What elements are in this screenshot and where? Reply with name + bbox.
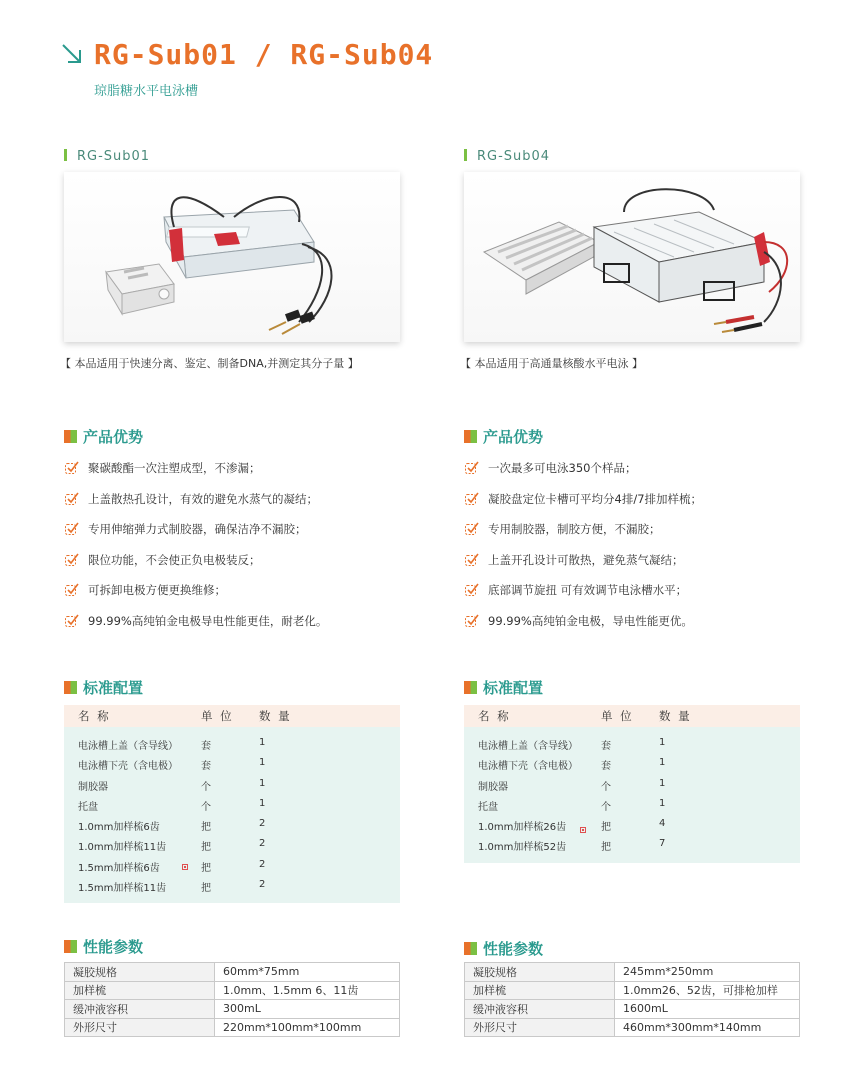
product-caption: 【 本品适用于快速分离、鉴定、制备DNA,并测定其分子量 】: [60, 357, 359, 370]
table-row: 凝胶规格 245mm*250mm: [465, 963, 800, 982]
table-header: 名 称 单 位 数 量: [464, 705, 800, 727]
checkbox-check-icon: [464, 521, 480, 537]
table-row: 缓冲液容积 1600mL: [465, 1000, 800, 1019]
table-row: 电泳槽下壳（含电极） 套 1: [78, 757, 266, 773]
section-heading-advantages: [64, 426, 143, 447]
advantages-list: [64, 458, 327, 641]
table-row: 外形尺寸 220mm*100mm*100mm: [65, 1018, 400, 1037]
section-heading-config: [64, 677, 143, 698]
spec-table: [64, 962, 400, 1037]
product-photo-sub04: [464, 172, 800, 342]
checkbox-check-icon: [64, 491, 80, 507]
table-row: 加样梳 1.0mm26、52齿，可排枪加样: [465, 981, 800, 1000]
table-row: 加样梳 1.0mm、1.5mm 6、11齿: [65, 981, 400, 1000]
table-header: 名 称 单 位 数 量: [64, 705, 400, 727]
section-title: 标准配置: [83, 679, 144, 697]
table-row: 电泳槽上盖（含导线） 套 1: [78, 737, 266, 752]
table-body: [464, 727, 800, 863]
checkbox-check-icon: [464, 582, 480, 598]
product-column-sub01: [60, 0, 400, 1065]
list-item: 聚碳酸酯一次注塑成型，不渗漏；: [64, 458, 327, 489]
list-item: 专用制胶器，制胶方便，不漏胶；: [464, 519, 702, 550]
table-row: 制胶器 个 1: [78, 777, 266, 793]
checkbox-check-icon: [464, 613, 480, 629]
checkbox-check-icon: [64, 552, 80, 568]
model-label: [64, 149, 150, 164]
config-table: [464, 705, 800, 863]
model-label: [464, 149, 550, 164]
product-photo-sub01: [64, 172, 400, 342]
list-item: 可拆卸电极方便更换维修；: [64, 580, 327, 611]
section-heading-specs: [464, 938, 543, 959]
product-caption: 【 本品适用于高通量核酸水平电泳 】: [460, 357, 643, 370]
list-item: 上盖开孔设计可散热，避免蒸气凝结；: [464, 550, 702, 581]
checkbox-check-icon: [464, 552, 480, 568]
checkbox-check-icon: [464, 460, 480, 476]
list-item: 限位功能，不会使正负电极装反；: [64, 550, 327, 581]
list-item: 底部调节旋扭 可有效调节电泳槽水平；: [464, 580, 702, 611]
model-name: RG-Sub01: [77, 149, 151, 164]
advantages-list: [464, 458, 702, 641]
electrophoresis-tank-image: [64, 172, 400, 342]
table-row: 1.0mm加样梳52齿 把 7: [478, 838, 666, 854]
section-title: 性能参数: [483, 940, 544, 958]
table-row: 托盘 个 1: [78, 797, 266, 813]
section-title: 标准配置: [483, 679, 544, 697]
list-item: 凝胶盘定位卡槽可平均分4排/7排加样梳；: [464, 489, 702, 520]
marker-icon: [580, 827, 586, 833]
checkbox-check-icon: [464, 491, 480, 507]
list-item: 99.99%高纯铂金电极导电性能更佳，耐老化。: [64, 611, 327, 642]
section-title: 产品优势: [83, 428, 144, 446]
section-title: 性能参数: [83, 938, 144, 956]
checkbox-check-icon: [64, 460, 80, 476]
table-body: [64, 727, 400, 903]
table-row: 外形尺寸 460mm*300mm*140mm: [465, 1018, 800, 1037]
list-item: 一次最多可电泳350个样品；: [464, 458, 702, 489]
table-row: 1.0mm加样梳11齿 把 2: [78, 838, 266, 854]
list-item: 上盖散热孔设计，有效的避免水蒸气的凝结；: [64, 489, 327, 520]
page-title: RG-Sub01 / RG-Sub04: [94, 38, 434, 71]
config-table: [64, 705, 400, 903]
table-row: 1.0mm加样梳26齿 把 4: [478, 818, 666, 834]
table-row: 1.5mm加样梳6齿 把 2: [78, 858, 266, 874]
section-heading-config: [464, 677, 543, 698]
table-row: 托盘 个 1: [478, 797, 666, 813]
table-row: 凝胶规格 60mm*75mm: [65, 963, 400, 982]
page-subtitle: 琼脂糖水平电泳槽: [94, 84, 199, 99]
list-item: 99.99%高纯铂金电极，导电性能更优。: [464, 611, 702, 642]
list-item: 专用伸缩弹力式制胶器，确保洁净不漏胶；: [64, 519, 327, 550]
table-row: 电泳槽下壳（含电极） 套 1: [478, 757, 666, 773]
spec-table: [464, 962, 800, 1037]
model-name: RG-Sub04: [477, 149, 551, 164]
checkbox-check-icon: [64, 521, 80, 537]
section-heading-advantages: [464, 426, 543, 447]
checkbox-check-icon: [64, 613, 80, 629]
table-row: 1.5mm加样梳11齿 把 2: [78, 879, 266, 895]
table-row: 电泳槽上盖（含导线） 套 1: [478, 737, 666, 752]
product-column-sub04: [460, 0, 800, 1065]
section-title: 产品优势: [483, 428, 544, 446]
checkbox-check-icon: [64, 582, 80, 598]
table-row: 制胶器 个 1: [478, 777, 666, 793]
marker-icon: [182, 864, 188, 870]
table-row: 缓冲液容积 300mL: [65, 1000, 400, 1019]
electrophoresis-tank-image: [464, 172, 800, 342]
section-heading-specs: [64, 936, 143, 957]
table-row: 1.0mm加样梳6齿 把 2: [78, 818, 266, 834]
